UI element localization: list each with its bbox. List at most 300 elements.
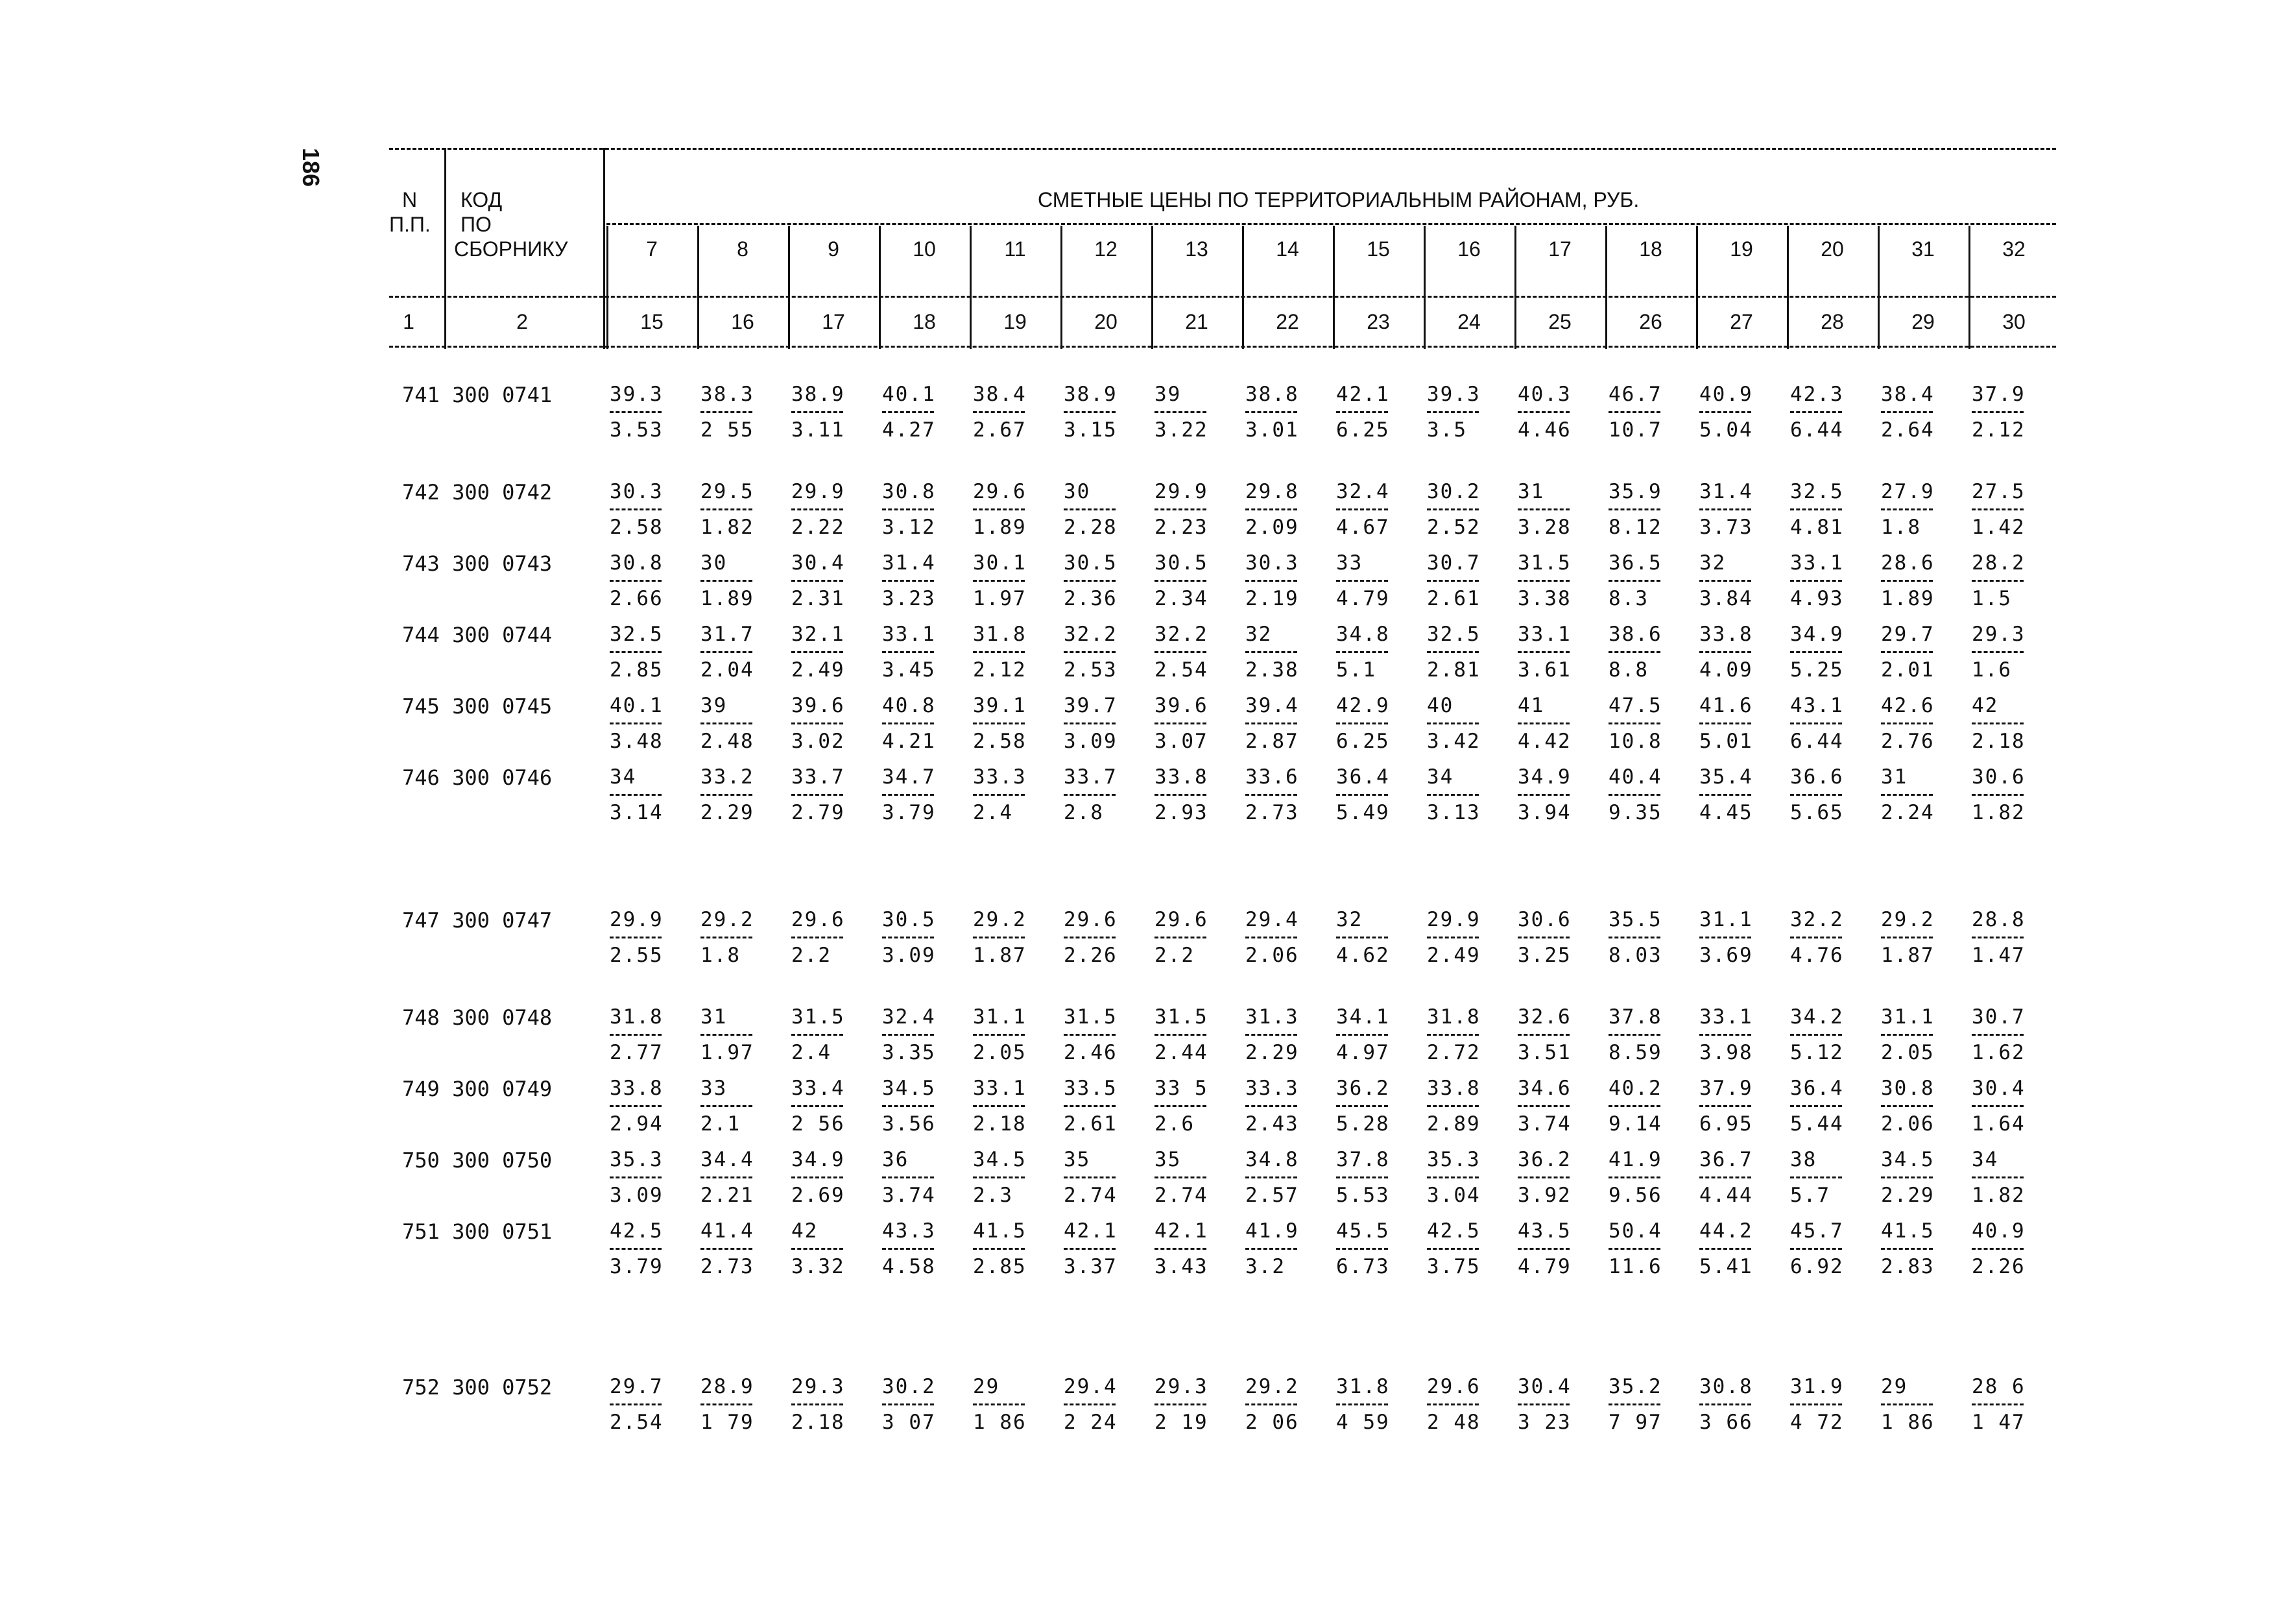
price-sub-value: 2 06 [1245, 1411, 1299, 1434]
price-value: 36.4 [1336, 765, 1390, 789]
fraction-bar [791, 1403, 843, 1405]
price-value: 38.8 [1245, 383, 1299, 406]
price-sub-value: 1.82 [700, 516, 754, 539]
fraction-bar [1154, 722, 1206, 724]
price-cell [973, 1375, 1051, 1434]
price-sub-value: 10.8 [1609, 730, 1662, 753]
fraction-bar [1881, 722, 1933, 724]
fraction-bar [1609, 411, 1660, 413]
fraction-bar [1518, 651, 1570, 653]
price-cell [1609, 694, 1686, 753]
price-value: 27.9 [1881, 480, 1935, 503]
price-sub-value: 5.53 [1336, 1184, 1390, 1207]
price-sub-value: 4.58 [882, 1255, 936, 1278]
price-value: 32.2 [1154, 623, 1208, 646]
price-cell [1790, 1219, 1868, 1278]
region-header: 11 [1004, 237, 1026, 261]
price-cell [1518, 1375, 1596, 1434]
price-cell [1245, 1375, 1323, 1434]
region-header: 20 [1821, 237, 1844, 261]
price-sub-value: 2.85 [610, 658, 664, 682]
price-value: 33.8 [1699, 623, 1753, 646]
price-sub-value: 4.45 [1699, 801, 1753, 824]
price-cell [700, 1005, 778, 1064]
price-sub-value: 3.73 [1699, 516, 1753, 539]
row-code: 745 300 0745 [402, 694, 553, 719]
price-sub-value: 2.12 [973, 658, 1027, 682]
price-value: 37.9 [1972, 383, 2026, 406]
price-sub-value: 2.58 [610, 516, 664, 539]
fraction-bar [882, 651, 934, 653]
fraction-bar [1609, 1248, 1660, 1250]
price-cell [610, 1077, 688, 1136]
price-value: 29.6 [973, 480, 1027, 503]
fraction-bar [791, 1105, 843, 1107]
price-cell [1609, 383, 1686, 442]
region-header: 9 [828, 237, 839, 261]
price-value: 35.4 [1699, 765, 1753, 789]
price-value: 32.6 [1518, 1005, 1572, 1029]
price-value: 41.5 [973, 1219, 1027, 1243]
price-value: 39.1 [973, 694, 1027, 717]
price-value: 30 [1064, 480, 1091, 503]
price-sub-value: 1 79 [700, 1411, 754, 1434]
fraction-bar [700, 1248, 752, 1250]
price-cell [1336, 908, 1414, 967]
price-sub-value: 2.81 [1427, 658, 1481, 682]
fraction-bar [882, 580, 934, 582]
price-cell [1881, 1077, 1959, 1136]
price-value: 39.3 [1427, 383, 1481, 406]
price-value: 29.2 [973, 908, 1027, 931]
price-cell [791, 1077, 869, 1136]
price-cell [1154, 1077, 1232, 1136]
fraction-bar [700, 1105, 752, 1107]
price-cell [1154, 908, 1232, 967]
price-cell [1427, 1148, 1505, 1207]
price-value: 29.9 [1427, 908, 1481, 931]
fraction-bar [610, 1403, 662, 1405]
price-sub-value: 2.54 [610, 1411, 664, 1434]
price-cell [882, 1148, 960, 1207]
price-value: 29 [973, 1375, 1000, 1398]
price-sub-value: 4.93 [1790, 587, 1844, 610]
column-number: 27 [1730, 310, 1753, 333]
price-sub-value: 3.84 [1699, 587, 1753, 610]
price-sub-value: 3.74 [1518, 1112, 1572, 1136]
fraction-bar [700, 1034, 752, 1036]
price-sub-value: 1.64 [1972, 1112, 2026, 1136]
price-cell [1064, 908, 1142, 967]
price-sub-value: 8.12 [1609, 516, 1662, 539]
price-cell [973, 1148, 1051, 1207]
price-value: 39.3 [610, 383, 664, 406]
fraction-bar [1064, 1403, 1116, 1405]
price-cell [1881, 1005, 1959, 1064]
fraction-bar [1336, 651, 1388, 653]
fraction-bar [791, 722, 843, 724]
price-sub-value: 4.76 [1790, 944, 1844, 967]
fraction-bar [1881, 580, 1933, 582]
price-sub-value: 3.69 [1699, 944, 1753, 967]
price-value: 41.9 [1245, 1219, 1299, 1243]
price-cell [1609, 1005, 1686, 1064]
price-cell [1064, 1375, 1142, 1434]
fraction-bar [1699, 411, 1751, 413]
price-cell [1518, 1077, 1596, 1136]
price-cell [1427, 383, 1505, 442]
price-cell [791, 551, 869, 610]
price-value: 31.3 [1245, 1005, 1299, 1029]
price-cell [1881, 908, 1959, 967]
price-cell [1336, 765, 1414, 824]
price-sub-value: 1.89 [973, 516, 1027, 539]
price-value: 39 [1154, 383, 1182, 406]
fraction-bar [1609, 937, 1660, 938]
price-value: 34.7 [882, 765, 936, 789]
column-number: 28 [1821, 310, 1844, 333]
price-sub-value: 2.36 [1064, 587, 1118, 610]
price-value: 41.5 [1881, 1219, 1935, 1243]
price-sub-value: 3.15 [1064, 418, 1118, 442]
fraction-bar [610, 722, 662, 724]
price-sub-value: 4.46 [1518, 418, 1572, 442]
price-cell [1972, 765, 2050, 824]
fraction-bar [1609, 1403, 1660, 1405]
price-value: 30.2 [882, 1375, 936, 1398]
price-cell [1427, 1375, 1505, 1434]
price-cell [1790, 908, 1868, 967]
price-value: 45.5 [1336, 1219, 1390, 1243]
price-cell [1699, 1219, 1777, 1278]
price-cell [882, 1375, 960, 1434]
fraction-bar [1064, 580, 1116, 582]
price-sub-value: 2.12 [1972, 418, 2026, 442]
fraction-bar [973, 794, 1025, 796]
fraction-bar [882, 411, 934, 413]
price-sub-value: 2.18 [791, 1411, 845, 1434]
price-value: 31.5 [1154, 1005, 1208, 1029]
price-sub-value: 2.24 [1881, 801, 1935, 824]
price-cell [882, 908, 960, 967]
region-header: 12 [1094, 237, 1118, 261]
price-cell [610, 1005, 688, 1064]
fraction-bar [1427, 794, 1479, 796]
price-value: 30.6 [1518, 908, 1572, 931]
price-value: 31.8 [610, 1005, 664, 1029]
fraction-bar [791, 1248, 843, 1250]
price-cell [973, 551, 1051, 610]
price-value: 43.5 [1518, 1219, 1572, 1243]
fraction-bar [1518, 1403, 1570, 1405]
region-header: 19 [1730, 237, 1753, 261]
price-sub-value: 3.35 [882, 1041, 936, 1064]
price-value: 29.9 [791, 480, 845, 503]
price-value: 35 [1154, 1148, 1182, 1171]
price-value: 33.1 [973, 1077, 1027, 1100]
price-sub-value: 7 97 [1609, 1411, 1662, 1434]
fraction-bar [1064, 1248, 1116, 1250]
fraction-bar [1518, 1176, 1570, 1178]
fraction-bar [791, 1034, 843, 1036]
col-index-2: 2 [516, 310, 528, 333]
price-sub-value: 2.89 [1427, 1112, 1481, 1136]
fraction-bar [610, 651, 662, 653]
price-value: 36.5 [1609, 551, 1662, 575]
fraction-bar [1245, 794, 1297, 796]
price-value: 39.6 [791, 694, 845, 717]
column-number: 15 [640, 310, 664, 333]
price-value: 44.2 [1699, 1219, 1753, 1243]
price-cell [882, 383, 960, 442]
price-cell [1336, 1148, 1414, 1207]
price-value: 31.1 [973, 1005, 1027, 1029]
price-value: 28.8 [1972, 908, 2026, 931]
fraction-bar [1064, 651, 1116, 653]
price-sub-value: 2.23 [1154, 516, 1208, 539]
column-number: 16 [731, 310, 754, 333]
price-sub-value: 3.13 [1427, 801, 1481, 824]
region-header: 14 [1276, 237, 1299, 261]
price-value: 31 [700, 1005, 728, 1029]
price-sub-value: 6.44 [1790, 730, 1844, 753]
price-value: 32 [1699, 551, 1727, 575]
price-cell [1972, 551, 2050, 610]
divider-n [444, 148, 446, 349]
price-value: 29 [1881, 1375, 1908, 1398]
price-cell [1790, 551, 1868, 610]
price-sub-value: 2 56 [791, 1112, 845, 1136]
table-row [389, 383, 2056, 460]
price-value: 42.5 [610, 1219, 664, 1243]
fraction-bar [1336, 411, 1388, 413]
price-sub-value: 2.73 [1245, 801, 1299, 824]
price-cell [1245, 1005, 1323, 1064]
fraction-bar [1699, 1034, 1751, 1036]
price-sub-value: 2 55 [700, 418, 754, 442]
fraction-bar [1154, 651, 1206, 653]
fraction-bar [882, 1403, 934, 1405]
price-value: 33.6 [1245, 765, 1299, 789]
price-value: 35.5 [1609, 908, 1662, 931]
fraction-bar [700, 1176, 752, 1178]
price-value: 34 [610, 765, 637, 789]
fraction-bar [882, 508, 934, 510]
fraction-bar [973, 580, 1025, 582]
fraction-bar [1427, 411, 1479, 413]
column-number: 22 [1276, 310, 1299, 333]
price-sub-value: 2.29 [1245, 1041, 1299, 1064]
price-cell [1427, 908, 1505, 967]
fraction-bar [700, 651, 752, 653]
price-sub-value: 2.79 [791, 801, 845, 824]
fraction-bar [1972, 508, 2024, 510]
fraction-bar [973, 937, 1025, 938]
fraction-bar [1518, 1034, 1570, 1036]
price-sub-value: 3.79 [882, 801, 936, 824]
region-header: 15 [1367, 237, 1390, 261]
price-cell [1609, 1077, 1686, 1136]
fraction-bar [1518, 722, 1570, 724]
price-sub-value: 2.67 [973, 418, 1027, 442]
table-row [389, 1005, 2056, 1083]
col-code-label-1: КОД [461, 188, 503, 211]
fraction-bar [1245, 722, 1297, 724]
price-cell [882, 1077, 960, 1136]
price-sub-value: 2.87 [1245, 730, 1299, 753]
price-value: 29.6 [1064, 908, 1118, 931]
price-cell [1609, 765, 1686, 824]
fraction-bar [1609, 508, 1660, 510]
price-sub-value: 3.94 [1518, 801, 1572, 824]
price-sub-value: 2.94 [610, 1112, 664, 1136]
fraction-bar [1154, 1105, 1206, 1107]
price-value: 41.9 [1609, 1148, 1662, 1171]
price-sub-value: 5.7 [1790, 1184, 1830, 1207]
price-value: 32 [1245, 623, 1273, 646]
price-cell [1154, 383, 1232, 442]
row-code: 741 300 0741 [402, 383, 553, 407]
price-sub-value: 3.51 [1518, 1041, 1572, 1064]
price-cell [882, 551, 960, 610]
price-cell [610, 908, 688, 967]
fraction-bar [1427, 580, 1479, 582]
price-sub-value: 6.95 [1699, 1112, 1753, 1136]
price-sub-value: 1.82 [1972, 1184, 2026, 1207]
price-value: 31.5 [1064, 1005, 1118, 1029]
price-sub-value: 2.8 [1064, 801, 1104, 824]
fraction-bar [1699, 651, 1751, 653]
price-cell [1064, 623, 1142, 682]
fraction-bar [1790, 794, 1842, 796]
price-sub-value: 3.22 [1154, 418, 1208, 442]
price-value: 31.8 [1427, 1005, 1481, 1029]
price-value: 35.3 [1427, 1148, 1481, 1171]
price-cell [1972, 908, 2050, 967]
price-cell [973, 383, 1051, 442]
price-cell [1336, 1219, 1414, 1278]
row-code: 748 300 0748 [402, 1005, 553, 1030]
price-value: 33.5 [1064, 1077, 1118, 1100]
fraction-bar [1609, 722, 1660, 724]
price-cell [1790, 1077, 1868, 1136]
price-cell [1699, 694, 1777, 753]
region-header: 8 [737, 237, 748, 261]
price-value: 36.7 [1699, 1148, 1753, 1171]
region-header: 18 [1639, 237, 1662, 261]
price-value: 32.1 [791, 623, 845, 646]
price-cell [1336, 383, 1414, 442]
price-cell [610, 1148, 688, 1207]
price-cell [1154, 1219, 1232, 1278]
price-sub-value: 2.44 [1154, 1041, 1208, 1064]
price-value: 30.4 [1518, 1375, 1572, 1398]
price-value: 31 [1518, 480, 1545, 503]
price-value: 46.7 [1609, 383, 1662, 406]
price-cell [1790, 623, 1868, 682]
fraction-bar [1154, 508, 1206, 510]
fraction-bar [1064, 411, 1116, 413]
price-cell [1699, 1005, 1777, 1064]
price-sub-value: 2.38 [1245, 658, 1299, 682]
fraction-bar [1245, 1105, 1297, 1107]
price-sub-value: 1 47 [1972, 1411, 2026, 1434]
row-code: 746 300 0746 [402, 765, 553, 790]
price-sub-value: 3.45 [882, 658, 936, 682]
price-cell [791, 383, 869, 442]
price-cell [1154, 623, 1232, 682]
fraction-bar [1245, 937, 1297, 938]
price-sub-value: 2.93 [1154, 801, 1208, 824]
fraction-bar [1609, 651, 1660, 653]
price-cell [973, 765, 1051, 824]
price-cell [1064, 383, 1142, 442]
price-value: 33.7 [1064, 765, 1118, 789]
price-cell [791, 1148, 869, 1207]
price-value: 40.9 [1972, 1219, 2026, 1243]
region-divider [1605, 226, 1607, 349]
price-sub-value: 5.1 [1336, 658, 1376, 682]
price-cell [791, 623, 869, 682]
fraction-bar [973, 411, 1025, 413]
price-sub-value: 5.28 [1336, 1112, 1390, 1136]
fraction-bar [1972, 937, 2024, 938]
price-sub-value: 4.62 [1336, 944, 1390, 967]
price-value: 33.8 [1427, 1077, 1481, 1100]
fraction-bar [973, 1176, 1025, 1178]
price-value: 28.9 [700, 1375, 754, 1398]
price-value: 40.4 [1609, 765, 1662, 789]
price-sub-value: 2.52 [1427, 516, 1481, 539]
page-number: 186 [298, 148, 324, 187]
column-number: 18 [913, 310, 936, 333]
price-sub-value: 2.26 [1064, 944, 1118, 967]
price-value: 40.9 [1699, 383, 1753, 406]
fraction-bar [1336, 1105, 1388, 1107]
price-sub-value: 2.72 [1427, 1041, 1481, 1064]
fraction-bar [1427, 508, 1479, 510]
fraction-bar [1336, 1176, 1388, 1178]
fraction-bar [1881, 1248, 1933, 1250]
table-row [389, 551, 2056, 629]
table-title: СМЕТНЫЕ ЦЕНЫ ПО ТЕРРИТОРИАЛЬНЫМ РАЙОНАМ, РУБ. [1038, 188, 1640, 211]
column-number: 19 [1003, 310, 1027, 333]
price-cell [1518, 694, 1596, 753]
price-value: 32.2 [1064, 623, 1118, 646]
fraction-bar [1790, 1034, 1842, 1036]
fraction-bar [1609, 794, 1660, 796]
fraction-bar [1518, 1248, 1570, 1250]
price-sub-value: 2.54 [1154, 658, 1208, 682]
fraction-bar [1336, 1034, 1388, 1036]
price-value: 31 [1881, 765, 1908, 789]
price-cell [700, 1148, 778, 1207]
divider-code [603, 148, 605, 349]
price-value: 33 5 [1154, 1077, 1208, 1100]
header-mid-rule [389, 296, 2056, 298]
price-sub-value: 3.79 [610, 1255, 664, 1278]
price-sub-value: 2.22 [791, 516, 845, 539]
fraction-bar [610, 937, 662, 938]
price-value: 38.9 [791, 383, 845, 406]
fraction-bar [973, 508, 1025, 510]
price-cell [1154, 551, 1232, 610]
fraction-bar [791, 1176, 843, 1178]
table-row [389, 1077, 2056, 1154]
price-sub-value: 1.42 [1972, 516, 2026, 539]
price-cell [1881, 480, 1959, 539]
price-cell [1699, 765, 1777, 824]
